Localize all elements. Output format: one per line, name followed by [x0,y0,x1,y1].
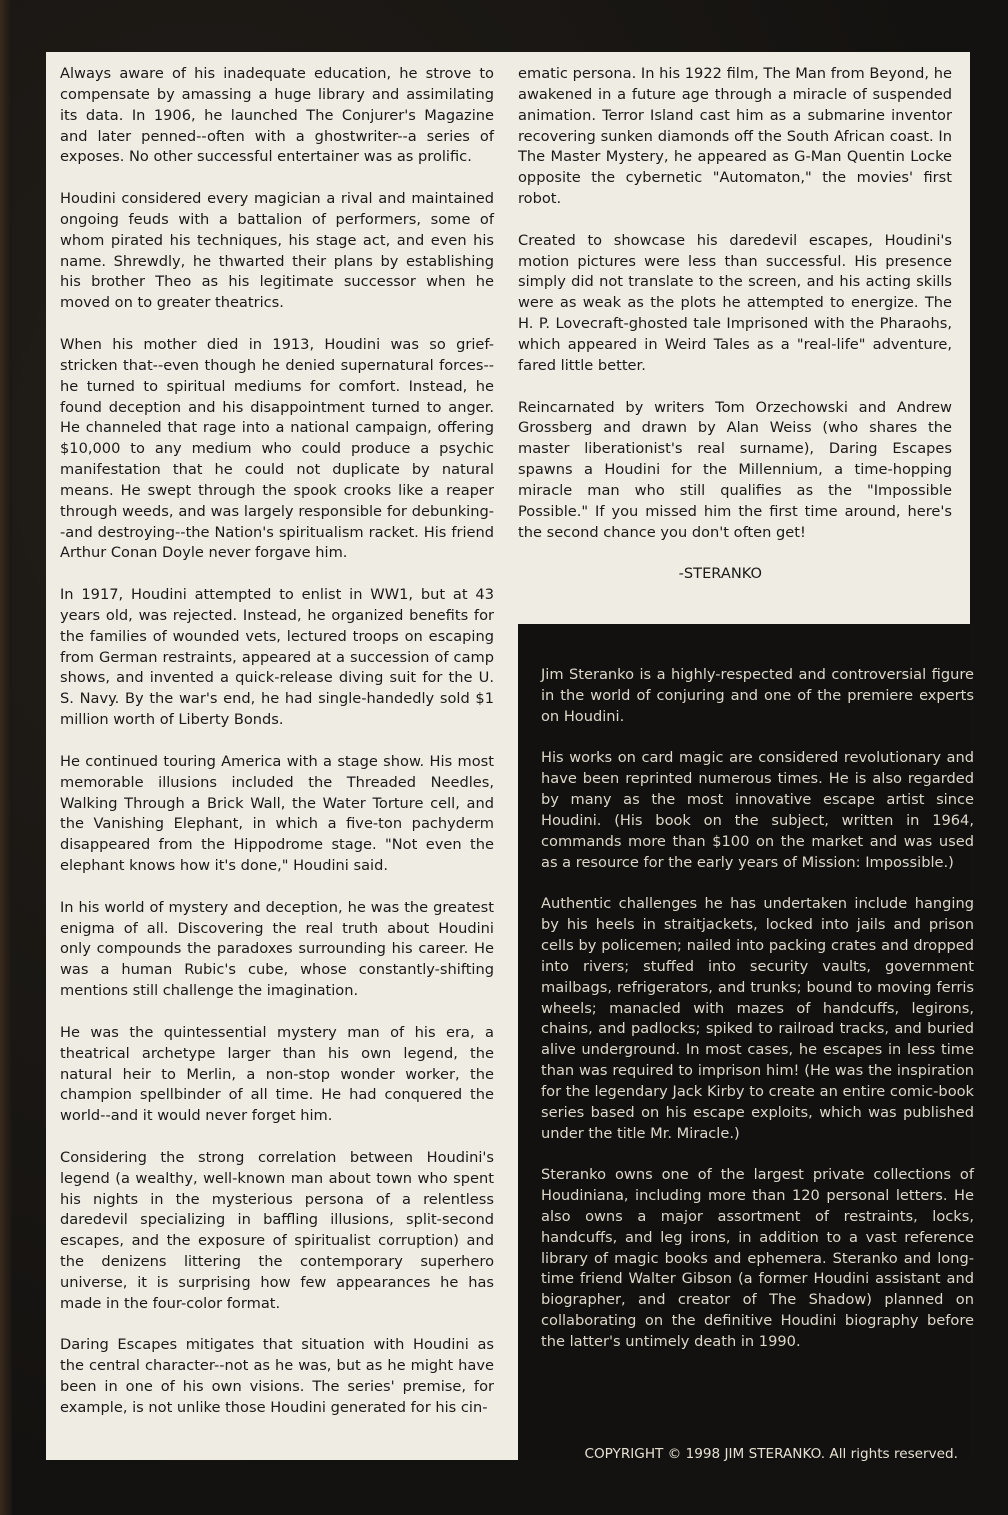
paragraph: He was the quintessential mystery man of his era, a theatrical archetype larger than his own legend, the natural heir to Merlin, a non-stop wonder worker, the champion spellbinder of all time. He had conquered the world--and it would never forget him. [60,1023,494,1125]
bio-paragraph: Authentic challenges he has undertaken include hanging by his heels in straitjackets, locked into jails and prison cells by policemen; nailed into packing crates and dropped into rivers; stuffed into security vaults, government mailbags, refrigerators, and trunks; bound to moving ferris wheels; manacled with mazes of handcuffs, legirons, chains, and padlocks; spiked to railroad tracks, and buried alive underground. In most cases, he escapes in less time than was required to imprison him! (He was the inspiration for the legendary Jack Kirby to create an entire comic-book series based on his escape exploits, which was published under the title Mr. Miracle.) [541,895,974,1142]
paragraph: Considering the strong correlation between Houdini's legend (a wealthy, well-known man about town who spent his nights in the mysterious persona of a relentless daredevil specializing in baffling illusions, split-second escapes, and the exposure of spiritualist corruption) and the denizens littering the contemporary superhero universe, it is surprising how few appearances he has made in the four-color format. [60,1148,494,1312]
paragraph: When his mother died in 1913, Houdini was so grief-stricken that--even though he denied supernatural forces-- he turned to spiritual mediums for comfort. Instead, he found deception and his disappointment turned to anger. He channeled that rage into a national campaign, offering $10,000 to any medium who could produce a psychic manifestation that he could not duplicate by natural means. He swept through the spook crooks like a reaper through weeds, and was largely responsible for debunking--and destroying--the Nation's spiritualism racket. His friend Arthur Conan Doyle never forgave him. [60,335,494,562]
paragraph: Reincarnated by writers Tom Orzechowski and Andrew Grossberg and drawn by Alan Weiss (who shares the master liberationist's real surname), Daring Escapes spawns a Houdini for the Millennium, a time-hopping miracle man who still qualifies as the "Impossible Possible." If you missed him the first time around, here's the second chance you don't often get! [518,398,952,541]
paragraph: Houdini considered every magician a rival and maintained ongoing feuds with a battalion of performers, some of whom pirated his techniques, his stage act, and even his name. Shrewdly, he thwarted their plans by establishing his brother Theo as his legitimate successor when he moved on to greater theatrics. [60,190,494,312]
paragraph: Daring Escapes mitigates that situation with Houdini as the central character--not as he was, but as he might have been in one of his own visions. The series' premise, for example, is not unlike those Houdini generated for his cin- [60,1336,494,1416]
article-right-column [518,64,952,606]
page-edge [0,0,12,1515]
paragraph: Created to showcase his daredevil escapes, Houdini's motion pictures were less than successful. His presence simply did not translate to the screen, and his acting skills were as weak as the plots he attempted to energize. The H. P. Lovecraft-ghosted tale Imprisoned with the Pharaohs, which appeared in Weird Tales as a "real-life" adventure, fared little better. [518,231,952,374]
bio-paragraph: Jim Steranko is a highly-respected and controversial figure in the world of conjuring and one of the premiere experts on Houdini. [541,666,974,725]
paragraph: Always aware of his inadequate education, he strove to compensate by amassing a huge library and assimilating its data. In 1906, he launched The Conjurer's Magazine and later penned--often with a ghostwriter--a series of exposes. No other successful entertainer was as prolific. [60,65,494,166]
paragraph: ematic persona. In his 1922 film, The Man from Beyond, he awakened in a future age through a miracle of suspended animation. Terror Island cast him as a submarine inventor recovering sunken diamonds off the South African coast. In The Master Mystery, he appeared as G-Man Quentin Locke opposite the cybernetic "Automaton," the movies' first robot. [518,65,952,208]
paragraph: In 1917, Houdini attempted to enlist in WW1, but at 43 years old, was rejected. Instead, he organized benefits for the families of wounded vets, lectured troops on escaping from German restraints, appeared at a succession of camp shows, and invented a quick-release diving suit for the U. S. Navy. By the war's end, he had single-handedly sold $1 million worth of Liberty Bonds. [60,586,494,729]
paragraph: In his world of mystery and deception, he was the greatest enigma of all. Discovering the real truth about Houdini only compounds the paradoxes surrounding his career. He was a human Rubic's cube, whose constantly-shifting mentions still challenge the imagination. [60,898,494,1000]
author-signature: -STERANKO [678,565,762,583]
copyright-notice: COPYRIGHT © 1998 JIM STERANKO. All rights reserved. [584,1446,958,1462]
author-bio [541,665,974,1374]
bio-paragraph: Steranko owns one of the largest private collections of Houdiniana, including more than 120 personal letters. He also owns a major assortment of restraints, locks, handcuffs, and leg irons, in addition to a vast reference library of magic books and ephemera. Steranko and long-time friend Walter Gibson (a former Houdini assistant and biographer, and creator of The Shadow) planned on collaborating on the definitive Houdini biography before the latter's untimely death in 1990. [541,1166,974,1350]
bio-paragraph: His works on card magic are considered revolutionary and have been reprinted numerous times. He is also regarded by many as the most innovative escape artist since Houdini. (His book on the subject, written in 1964, commands more than $100 on the market and was used as a resource for the early years of Mission: Impossible.) [541,749,974,871]
paragraph: He continued touring America with a stage show. His most memorable illusions included the Threaded Needles, Walking Through a Brick Wall, the Water Torture cell, and the Vanishing Elephant, in which a five-ton pachyderm disappeared from the Hippodrome stage. "Not even the elephant knows how it's done," Houdini said. [60,752,494,875]
article-left-column [60,64,494,1440]
